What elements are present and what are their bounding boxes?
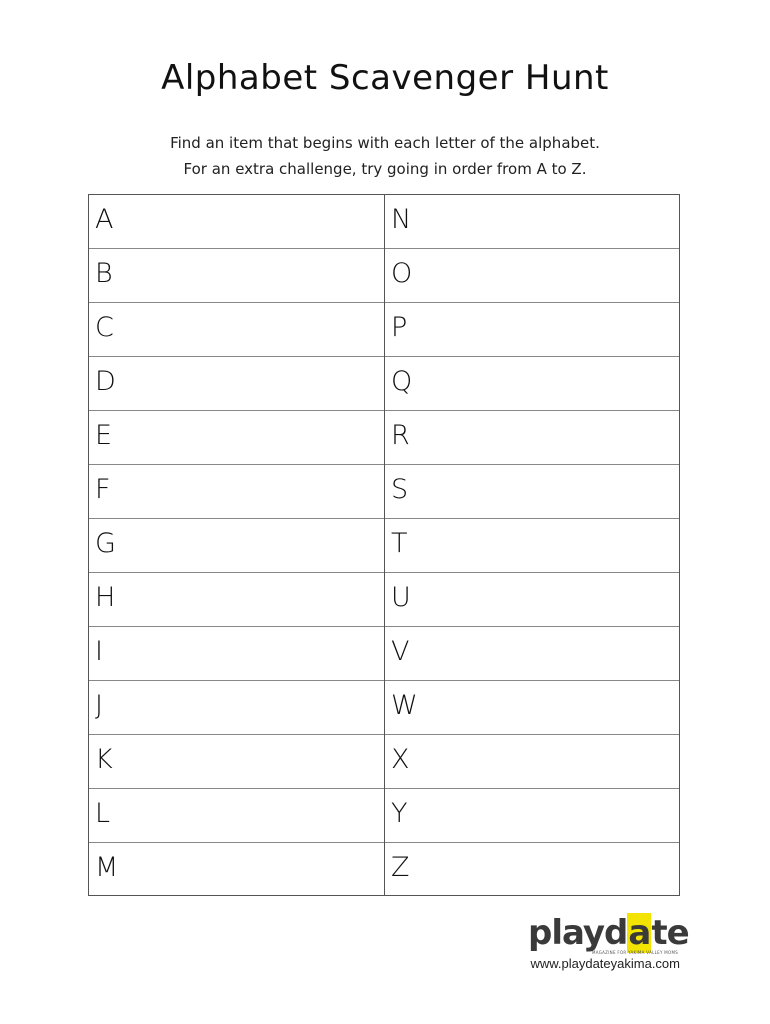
letter-grid <box>88 194 680 896</box>
letter-label: O <box>391 258 413 289</box>
letter-row[interactable] <box>385 573 679 627</box>
letter-label: M <box>95 852 119 883</box>
letter-label: T <box>391 528 408 559</box>
letter-label: E <box>95 420 113 451</box>
letter-row[interactable] <box>385 303 679 357</box>
letter-row[interactable] <box>89 843 384 897</box>
letter-label: G <box>95 528 116 559</box>
letter-row[interactable] <box>385 843 679 897</box>
letter-row[interactable] <box>385 465 679 519</box>
letter-row[interactable] <box>385 195 679 249</box>
letter-label: N <box>391 204 412 235</box>
letter-label: U <box>391 582 411 613</box>
letter-row[interactable] <box>89 735 384 789</box>
letter-label: V <box>391 636 410 667</box>
letter-row[interactable] <box>89 411 384 465</box>
letter-row[interactable] <box>385 249 679 303</box>
letter-label: R <box>391 420 410 451</box>
instructions-line-2: For an extra challenge, try going in order from A to Z. <box>183 160 587 178</box>
letter-row[interactable] <box>385 519 679 573</box>
logo-part-1: playd <box>528 913 628 953</box>
letter-row[interactable] <box>385 411 679 465</box>
letter-label: Y <box>391 798 408 829</box>
website-url[interactable]: www.playdateyakima.com <box>530 956 680 971</box>
letter-row[interactable] <box>385 681 679 735</box>
letter-row[interactable] <box>385 627 679 681</box>
playdate-logo <box>528 913 689 956</box>
letter-row[interactable] <box>89 627 384 681</box>
letter-label: L <box>95 798 111 829</box>
letter-row[interactable] <box>89 357 384 411</box>
letter-label: P <box>391 312 408 343</box>
letter-row[interactable] <box>89 249 384 303</box>
letter-row[interactable] <box>89 573 384 627</box>
logo-part-2: te <box>651 913 689 953</box>
letter-label: D <box>95 366 116 397</box>
letter-row[interactable] <box>89 519 384 573</box>
letter-row[interactable] <box>385 735 679 789</box>
right-column <box>385 195 679 895</box>
letter-row[interactable] <box>89 681 384 735</box>
letter-row[interactable] <box>89 465 384 519</box>
letter-label: Q <box>391 366 413 397</box>
letter-label: B <box>95 258 113 289</box>
letter-label: H <box>95 582 116 613</box>
letter-label: X <box>391 744 410 775</box>
letter-row[interactable] <box>89 303 384 357</box>
letter-label: K <box>95 744 113 775</box>
letter-label: C <box>95 312 114 343</box>
letter-row[interactable] <box>89 789 384 843</box>
logo-tagline: MAGAZINE FOR YAKIMA VALLEY MOMS <box>592 950 679 955</box>
letter-label: F <box>95 474 111 505</box>
letter-label: W <box>391 690 418 721</box>
letter-row[interactable] <box>385 357 679 411</box>
letter-label: A <box>95 204 114 235</box>
letter-label: Z <box>391 852 410 883</box>
letter-row[interactable] <box>89 195 384 249</box>
letter-label: J <box>95 690 103 721</box>
left-column <box>89 195 385 895</box>
logo-wordmark <box>528 914 689 952</box>
letter-label: I <box>95 636 103 667</box>
instructions-line-1: Find an item that begins with each letter of the alphabet. <box>170 134 600 152</box>
page-title: Alphabet Scavenger Hunt <box>161 58 609 98</box>
logo-highlight: a <box>628 913 651 953</box>
letter-label: S <box>391 474 409 505</box>
instructions <box>0 130 770 182</box>
letter-row[interactable] <box>385 789 679 843</box>
